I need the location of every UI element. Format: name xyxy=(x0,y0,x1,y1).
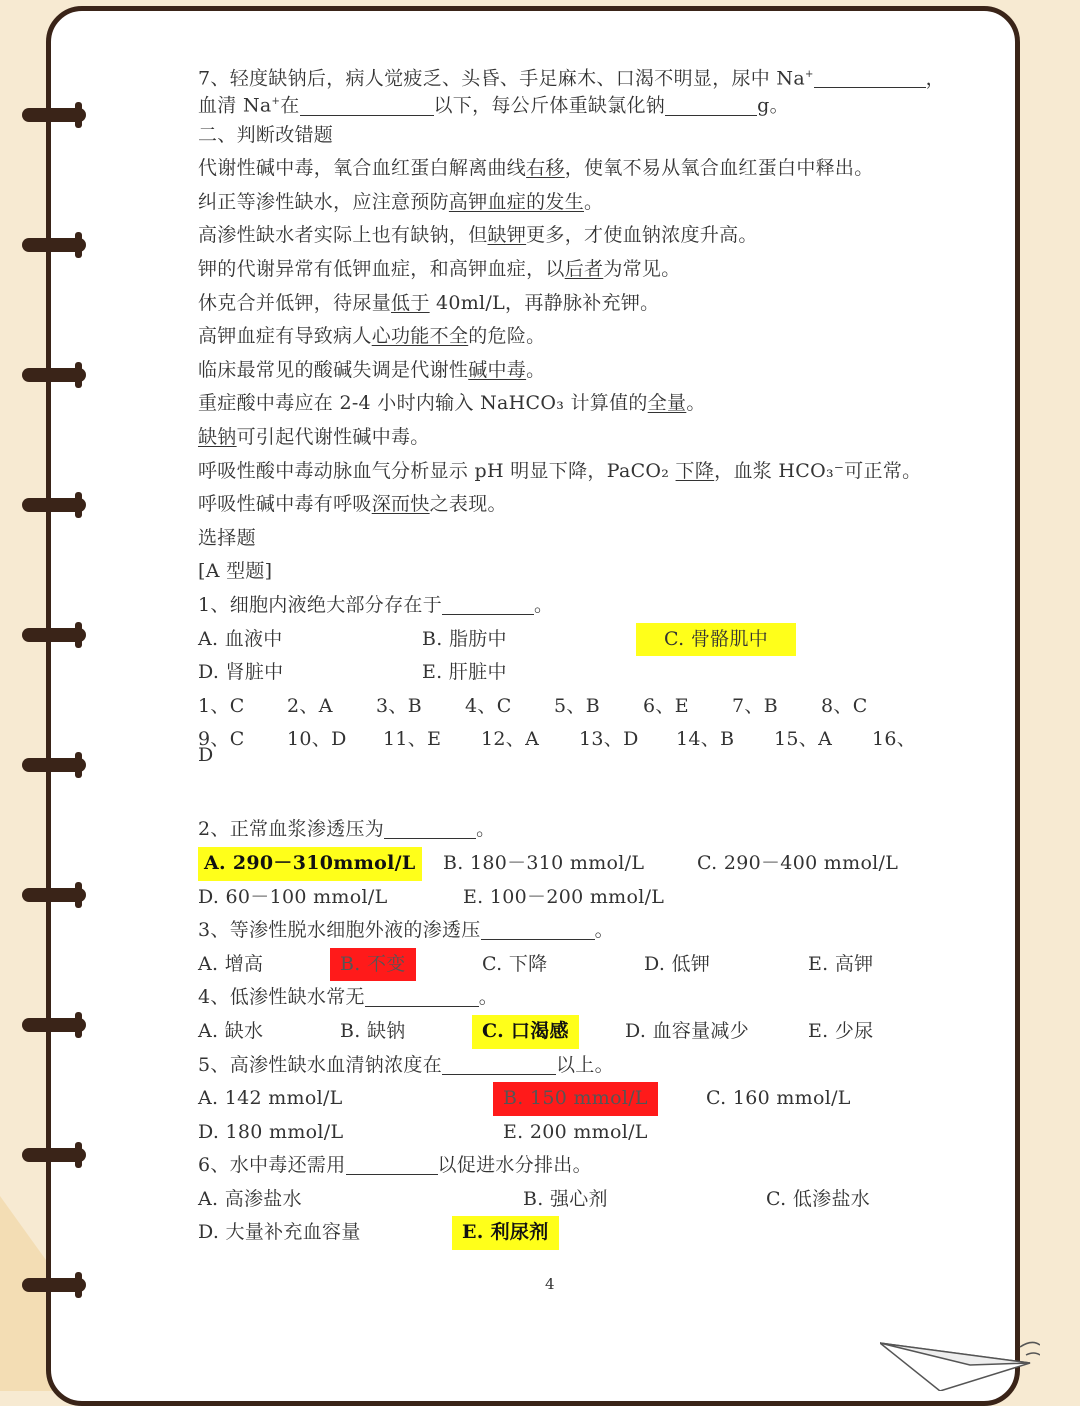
binder-ring-icon xyxy=(22,1278,86,1292)
option: A. 血液中 xyxy=(198,627,283,650)
option-correct-highlight: E. 利尿剂 xyxy=(452,1216,559,1250)
binder-ring-icon xyxy=(22,888,86,902)
option: B. 180－310 mmol/L xyxy=(443,851,645,874)
option-highlight-red: B. 不变 xyxy=(330,948,416,982)
binder-ring-icon xyxy=(22,1148,86,1162)
binder-ring-icon xyxy=(22,628,86,642)
question-7-line-2: 血清 Na+在 以下，每公斤体重缺氯化钠 g。 xyxy=(198,94,789,117)
option: E. 肝脏中 xyxy=(422,661,507,684)
question-2-options-row-2 xyxy=(198,881,918,915)
question-4-stem: 4、低渗性缺水常无 。 xyxy=(198,986,499,1009)
tf-item: 呼吸性酸中毒动脉血气分析显示 pH 明显下降，PaCO₂ 下降，血浆 HCO₃⁻可正常。 xyxy=(198,459,922,482)
tf-item: 钾的代谢异常有低钾血症，和高钾血症，以后者为常见。 xyxy=(198,258,681,281)
question-3-stem: 3、等渗性脱水细胞外液的渗透压 。 xyxy=(198,919,614,942)
option: C. 低渗盐水 xyxy=(766,1187,871,1210)
tf-item: 临床最常见的酸碱失调是代谢性碱中毒。 xyxy=(198,358,546,381)
option: D. 180 mmol/L xyxy=(198,1120,344,1143)
option: A. 缺水 xyxy=(198,1019,264,1042)
question-5-stem: 5、高渗性缺水血清钠浓度在 以上。 xyxy=(198,1053,614,1076)
section-heading-multiple-choice: 选择题 xyxy=(198,526,256,549)
answer-blank xyxy=(665,93,757,116)
question-4-options xyxy=(198,1015,918,1049)
binder-ring-icon xyxy=(22,108,86,122)
subsection-type-a: [A 型题] xyxy=(198,560,273,583)
answer-blank xyxy=(384,816,476,839)
question-5-options-row-2 xyxy=(198,1116,918,1150)
option-correct-highlight: C. 骨骼肌中 xyxy=(636,623,796,657)
question-7-line-1: 7、轻度缺钠后，病人觉疲乏、头昏、手足麻木、口渴不明显，尿中 Na+ ， xyxy=(198,67,945,90)
question-6-options-row-1 xyxy=(198,1183,918,1217)
question-3-options xyxy=(198,948,918,982)
tf-item: 重症酸中毒应在 2-4 小时内输入 NaHCO₃ 计算值的全量。 xyxy=(198,392,706,415)
answer-blank xyxy=(365,984,479,1007)
option: C. 160 mmol/L xyxy=(706,1087,851,1110)
option-highlight-red: B. 150 mmol/L xyxy=(493,1082,658,1116)
binder-ring-icon xyxy=(22,498,86,512)
question-1-options-row-2 xyxy=(198,656,918,690)
tf-item: 高钾血症有导致病人心功能不全的危险。 xyxy=(198,325,546,348)
answer-blank xyxy=(346,1152,438,1175)
answer-blank xyxy=(300,93,434,116)
option: D. 肾脏中 xyxy=(198,661,284,684)
tf-item: 休克合并低钾，待尿量低于 40ml/L，再静脉补充钾。 xyxy=(198,291,660,314)
question-6-options-row-2 xyxy=(198,1216,918,1250)
document-content xyxy=(198,64,945,1250)
answer-key-row-1: 1、C 2、A 3、B 4、C 5、B 6、E 7、B 8、C xyxy=(198,694,868,717)
option: E. 高钾 xyxy=(808,952,874,975)
option: A. 142 mmol/L xyxy=(198,1087,343,1110)
answer-blank xyxy=(814,65,926,88)
option: E. 100－200 mmol/L xyxy=(463,885,665,908)
binder-ring-icon xyxy=(22,758,86,772)
question-1-options-row-1 xyxy=(198,623,918,657)
option: A. 高渗盐水 xyxy=(198,1187,302,1210)
page-number: 4 xyxy=(545,1275,555,1293)
option: D. 低钾 xyxy=(644,952,711,975)
true-false-list xyxy=(198,152,922,522)
tf-item: 呼吸性碱中毒有呼吸深而快之表现。 xyxy=(198,493,507,516)
question-5-options-row-1 xyxy=(198,1082,918,1116)
option: C. 下降 xyxy=(482,952,548,975)
answer-blank xyxy=(442,1052,556,1075)
option: C. 290－400 mmol/L xyxy=(697,851,899,874)
tf-item: 代谢性碱中毒，氧合血红蛋白解离曲线右移，使氧不易从氧合血红蛋白中释出。 xyxy=(198,157,874,180)
binder-ring-icon xyxy=(22,238,86,252)
answer-key-row-2: 9、C 10、D 11、E 12、A 13、D 14、B 15、A 16、 xyxy=(198,728,917,751)
tf-item: 高渗性缺水者实际上也有缺钠，但缺钾更多，才使血钠浓度升高。 xyxy=(198,224,758,247)
option: B. 强心剂 xyxy=(523,1187,608,1210)
answer-key-wrap: D xyxy=(198,744,214,767)
question-2-stem: 2、正常血浆渗透压为 。 xyxy=(198,818,496,841)
binder-ring-icon xyxy=(22,1018,86,1032)
question-2-options-row-1 xyxy=(198,847,918,881)
tf-item: 缺钠可引起代谢性碱中毒。 xyxy=(198,426,430,448)
paper-plane-icon xyxy=(880,1325,1040,1391)
binder-ring-icon xyxy=(22,368,86,382)
option: B. 缺钠 xyxy=(340,1019,406,1042)
answer-blank xyxy=(481,917,595,940)
option: E. 200 mmol/L xyxy=(503,1120,648,1143)
tf-item: 纠正等渗性缺水，应注意预防高钾血症的发生。 xyxy=(198,190,604,213)
answer-blank xyxy=(442,592,534,615)
option: E. 少尿 xyxy=(808,1019,874,1042)
option: A. 增高 xyxy=(198,952,264,975)
section-heading-true-false: 二、判断改错题 xyxy=(198,123,334,146)
option-correct-highlight: A. 290－310mmol/L xyxy=(198,847,422,881)
option: D. 大量补充血容量 xyxy=(198,1221,361,1244)
option: B. 脂肪中 xyxy=(422,627,507,650)
option: D. 血容量减少 xyxy=(625,1019,750,1042)
option: D. 60－100 mmol/L xyxy=(198,885,388,908)
question-6-stem: 6、水中毒还需用 以促进水分排出。 xyxy=(198,1154,592,1177)
option-correct-highlight: C. 口渴感 xyxy=(472,1015,579,1049)
question-1-stem: 1、细胞内液绝大部分存在于 。 xyxy=(198,593,554,616)
